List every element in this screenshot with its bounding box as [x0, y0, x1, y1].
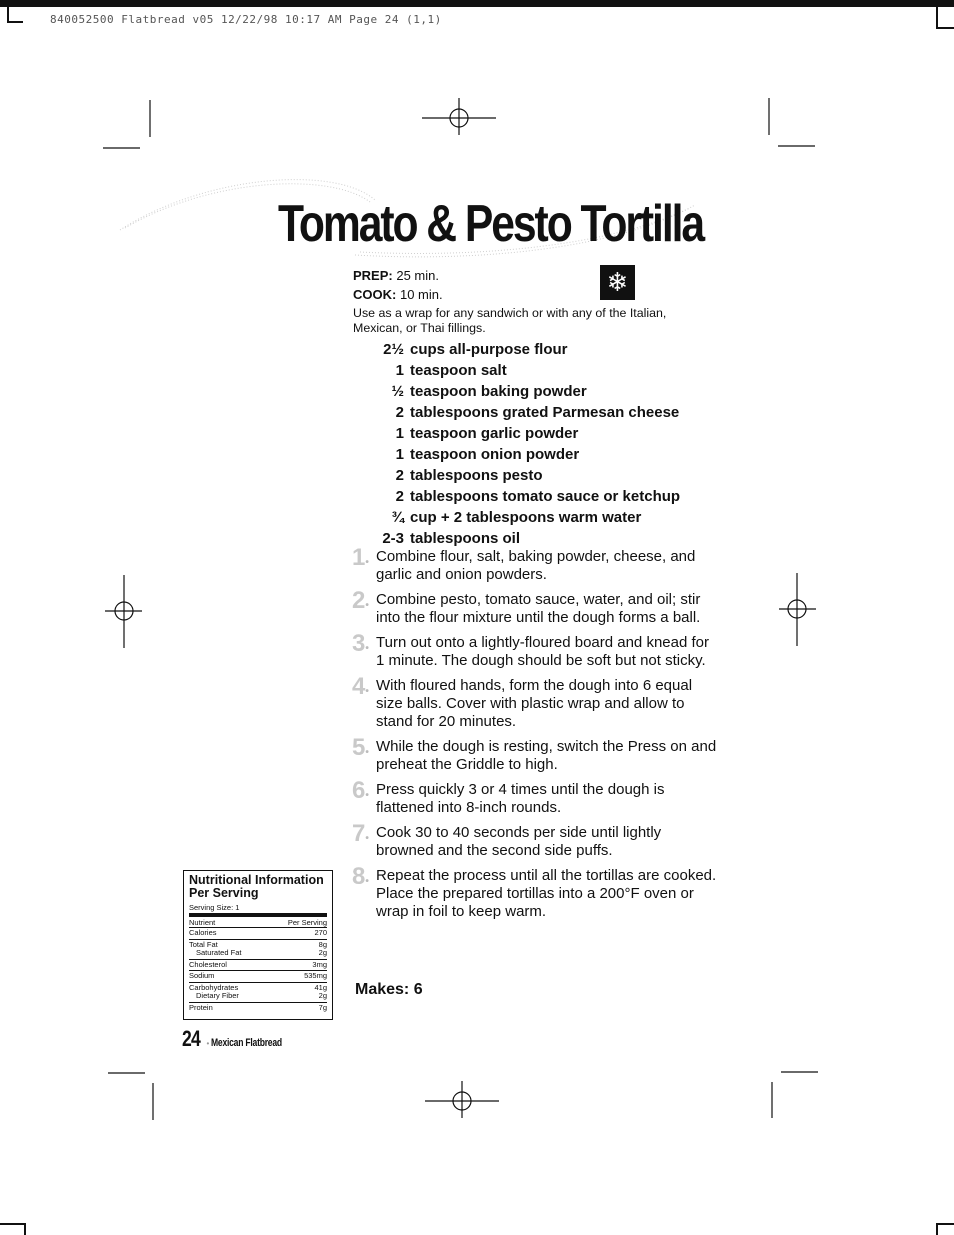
ingredient-item [376, 360, 716, 381]
ingredient-item [376, 465, 716, 486]
ingredient-quantity: 2 [395, 488, 404, 505]
nutrition-panel [183, 870, 333, 1020]
nutrition-row [189, 982, 327, 1002]
nutrition-row [189, 1002, 327, 1014]
nutrient-label: Total Fat [189, 939, 218, 949]
ingredient-quantity: 2½ [383, 341, 404, 358]
ingredient-quantity: 2-3 [382, 530, 404, 547]
step-number [352, 589, 374, 618]
ingredient-text: teaspoon onion powder [410, 446, 580, 463]
step-text: Repeat the process until all the tortillas are cooked. Place the prepared tortillas into a 200°F oven or wrap in foil to keep warm. [376, 867, 717, 920]
step-dot-icon: • [365, 557, 368, 568]
step-item [352, 544, 717, 584]
step-number [352, 546, 374, 575]
ingredient-quantity: 1 [395, 425, 404, 442]
step-text: Press quickly 3 or 4 times until the dough is flattened into 8-inch rounds. [376, 781, 665, 816]
nutrition-rows [189, 927, 327, 1013]
snowflake-icon: ❄ [600, 265, 635, 300]
ingredient-text: tablespoons grated Parmesan cheese [410, 404, 680, 421]
step-number-value: 4 [352, 673, 365, 700]
nutrition-header-row [189, 913, 327, 927]
nutrient-value: 3mg [312, 959, 327, 969]
step-text: With floured hands, form the dough into 6 equal size balls. Cover with plastic wrap and allow to stand for 20 minutes. [376, 677, 693, 730]
page-number: 24 [182, 1026, 200, 1051]
ingredient-item [376, 444, 716, 465]
ingredient-item [376, 423, 716, 444]
section-name: Mexican Flatbread [211, 1037, 283, 1049]
step-text: Combine pesto, tomato sauce, water, and oil; stir into the flour mixture until the dough forms a ball. [376, 591, 701, 626]
ingredient-text: tablespoons pesto [410, 467, 543, 484]
nutrient-value: 41g [314, 982, 327, 992]
step-dot-icon: • [365, 833, 368, 844]
step-number [352, 736, 374, 765]
step-text: Combine flour, salt, baking powder, cheese, and garlic and onion powders. [376, 548, 696, 583]
step-number [352, 865, 374, 894]
registration-mark-bottom [425, 1081, 499, 1118]
ingredient-text: teaspoon salt [410, 362, 507, 379]
ingredient-quantity: 2 [395, 467, 404, 484]
step-item [352, 820, 717, 860]
ingredient-text: cup + 2 tablespoons warm water [410, 509, 642, 526]
step-item [352, 734, 717, 774]
page-footer [182, 1027, 302, 1051]
nutrient-label: Protein [189, 1002, 213, 1012]
ingredient-list [376, 339, 716, 549]
step-number-value: 5 [352, 734, 365, 761]
nutrition-title [189, 874, 327, 900]
ingredient-quantity: 1 [395, 446, 404, 463]
registration-mark-top [422, 98, 496, 135]
prep-time [353, 268, 439, 283]
step-number-value: 7 [352, 820, 365, 847]
step-dot-icon: • [365, 643, 368, 654]
cook-label: COOK: [353, 287, 397, 302]
ingredient-item [376, 528, 716, 549]
step-number-value: 6 [352, 777, 365, 804]
nutrition-row [189, 939, 327, 959]
nutrient-label: Carbohydrates [189, 982, 239, 992]
nutrient-sub-label: Saturated Fat [196, 948, 242, 957]
serving-size: Serving Size: 1 [189, 903, 240, 912]
step-number-value: 1 [352, 544, 365, 571]
step-number-value: 2 [352, 587, 365, 614]
ingredient-quantity: 2 [395, 404, 404, 421]
step-item [352, 777, 717, 817]
step-dot-icon: • [365, 600, 368, 611]
ingredient-item [376, 381, 716, 402]
nutrition-row [189, 959, 327, 971]
step-text: Turn out onto a lightly-floured board and knead for 1 minute. The dough should be soft but not sticky. [376, 634, 709, 669]
cook-time [353, 287, 443, 302]
recipe-intro: Use as a wrap for any sandwich or with any of the Italian, Mexican, or Thai fillings. [353, 306, 667, 335]
step-number [352, 632, 374, 661]
nutrient-label: Sodium [189, 971, 215, 980]
footer-dot-icon: • [206, 1039, 210, 1048]
step-number [352, 779, 374, 808]
step-dot-icon: • [365, 686, 368, 697]
ingredient-text: tablespoons tomato sauce or ketchup [410, 488, 681, 505]
ingredient-text: teaspoon baking powder [410, 383, 587, 400]
recipe-title: Tomato & Pesto Tortilla [278, 195, 704, 253]
nutrient-sub-value: 2g [318, 991, 327, 1000]
ingredient-item [376, 507, 716, 528]
nutrient-value: 535mg [304, 971, 327, 980]
ingredient-text: teaspoon garlic powder [410, 425, 579, 442]
step-number [352, 822, 374, 851]
step-dot-icon: • [365, 790, 368, 801]
step-list [352, 544, 717, 921]
ingredient-item [376, 402, 716, 423]
step-number [352, 675, 374, 704]
nutrient-label: Cholesterol [189, 959, 227, 969]
nutrient-value: 270 [314, 928, 327, 937]
step-text: Cook 30 to 40 seconds per side until lightly browned and the second side puffs. [376, 824, 662, 859]
ingredient-quantity: ½ [391, 383, 404, 400]
nutrition-row [189, 927, 327, 939]
ingredient-text: cups all-purpose flour [410, 341, 568, 358]
nutrition-title-line-2: Per Serving [189, 886, 259, 900]
print-slug: 840052500 Flatbread v05 12/22/98 10:17 AM Page 24 (1,1) [50, 13, 442, 26]
step-item [352, 587, 717, 627]
ingredient-text: tablespoons oil [410, 530, 521, 547]
yield: Makes: 6 [355, 981, 423, 998]
nutrient-sub-value: 2g [318, 948, 327, 957]
ingredient-quantity: ¾ [391, 509, 404, 526]
nutrient-column-header: Nutrient [189, 918, 216, 927]
step-text: While the dough is resting, switch the Press on and preheat the Griddle to high. [376, 738, 717, 773]
step-number-value: 3 [352, 630, 365, 657]
registration-mark-left [105, 575, 142, 648]
nutrient-sub-label: Dietary Fiber [196, 991, 239, 1000]
step-item [352, 673, 717, 731]
step-dot-icon: • [365, 876, 368, 887]
registration-mark-right [779, 573, 816, 646]
nutrient-value: 7g [318, 1002, 327, 1012]
step-item [352, 630, 717, 670]
ingredient-item [376, 486, 716, 507]
ingredient-quantity: 1 [395, 362, 404, 379]
per-serving-column-header: Per Serving [287, 918, 327, 927]
step-dot-icon: • [365, 747, 368, 758]
nutrition-title-line-1: Nutritional Information [189, 873, 324, 887]
step-item [352, 863, 717, 921]
nutrient-value: 8g [318, 939, 327, 949]
prep-label: PREP: [353, 268, 393, 283]
prep-value: 25 min. [396, 268, 439, 283]
nutrient-label: Calories [189, 928, 217, 937]
nutrition-row [189, 970, 327, 982]
ingredient-item [376, 339, 716, 360]
step-number-value: 8 [352, 863, 365, 890]
cook-value: 10 min. [399, 287, 443, 302]
